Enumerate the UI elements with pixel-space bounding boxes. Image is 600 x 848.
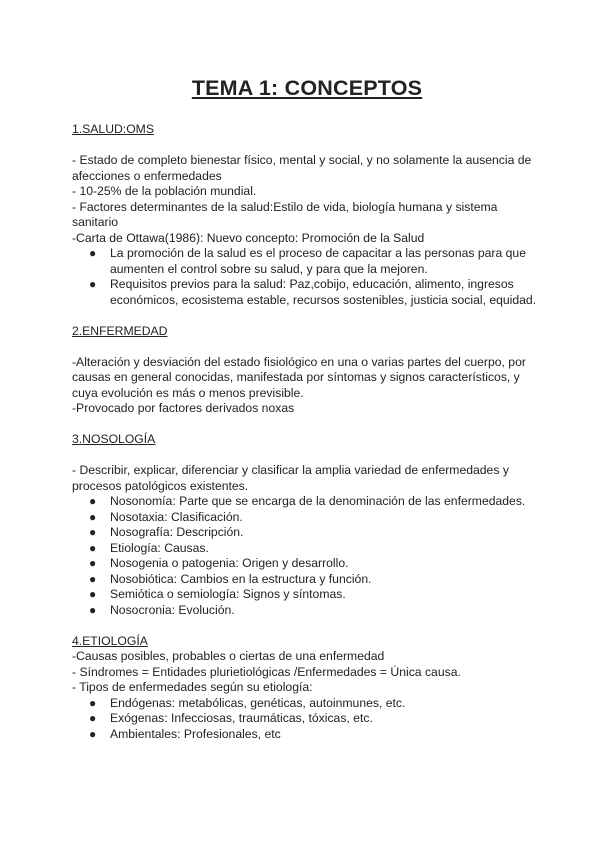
list-item	[72, 541, 542, 557]
section-heading: 3.NOSOLOGÍA	[72, 432, 156, 446]
list-item	[72, 556, 542, 572]
paragraph: -Alteración y desviación del estado fisiológico en una o varias partes del cuerpo, por causas en general conocidas, manifestada por síntomas y signos característicos, y cuya evolución es más o menos previsible.	[72, 354, 526, 400]
list-item-text: Nosografía: Descripción.	[110, 525, 244, 539]
list-item-text: Requisitos previos para la salud: Paz,cobijo, educación, alimento, ingresos económicos, ecosistema estable, recursos sostenibles, justicia social, equidad.	[110, 277, 537, 307]
bullet-icon: ●	[89, 726, 97, 741]
paragraph: - 10-25% de la población mundial.	[72, 184, 257, 198]
paragraph: - Factores determinantes de la salud:Estilo de vida, biología humana y sistema sanitario	[72, 199, 498, 229]
bullet-icon: ●	[89, 540, 97, 555]
list-item	[72, 246, 542, 277]
bullet-list	[72, 246, 542, 308]
list-item-text: Nosobiótica: Cambios en la estructura y función.	[110, 571, 372, 586]
list-item-text: Nosonomía: Parte que se encarga de la denominación de las enfermedades.	[110, 494, 526, 508]
list-item	[72, 510, 542, 526]
paragraph: -Carta de Ottawa(1986): Nuevo concepto: Promoción de la Salud	[72, 230, 425, 245]
document-title: TEMA 1: CONCEPTOS	[191, 76, 423, 100]
bullet-icon: ●	[89, 711, 97, 725]
bullet-list	[72, 494, 542, 618]
list-item	[72, 277, 542, 308]
paragraph: - Describir, explicar, diferenciar y clasificar la amplia variedad de enfermedades y procesos patológicos existentes.	[72, 463, 509, 493]
list-item	[72, 494, 542, 510]
list-item-text: Exógenas: Infecciosas, traumáticas, tóxicas, etc.	[110, 711, 373, 725]
bullet-icon: ●	[89, 246, 97, 260]
bullet-icon: ●	[89, 277, 97, 291]
list-item-text: Etiología: Causas.	[110, 540, 209, 555]
section	[72, 324, 542, 417]
bullet-icon: ●	[89, 695, 97, 710]
section	[72, 122, 542, 308]
document-page	[72, 76, 542, 742]
list-item	[72, 587, 542, 603]
paragraph: - Síndromes = Entidades plurietiológicas /Enfermedades = Única causa.	[72, 664, 461, 679]
bullet-icon: ●	[89, 587, 97, 601]
section-spacer	[72, 417, 542, 433]
bullet-icon: ●	[89, 556, 97, 570]
list-item-text: La promoción de la salud es el proceso de capacitar a las personas para que aumenten el control sobre su salud, y para que la mejoren.	[110, 246, 526, 276]
section	[72, 432, 542, 618]
list-item-text: Nosogenia o patogenia: Origen y desarrollo.	[110, 556, 349, 570]
paragraph: - Tipos de enfermedades según su etiología:	[72, 680, 313, 694]
bullet-list	[72, 696, 542, 743]
list-item	[72, 572, 542, 588]
list-item-text: Nosotaxia: Clasificación.	[110, 509, 243, 524]
list-item-text: Ambientales: Profesionales, etc	[110, 726, 281, 741]
bullet-icon: ●	[89, 525, 97, 539]
section-spacer	[72, 308, 542, 324]
section-spacer	[72, 618, 542, 634]
list-item-text: Semiótica o semiología: Signos y síntomas.	[110, 587, 346, 601]
list-item	[72, 711, 542, 727]
bullet-icon: ●	[89, 571, 97, 586]
list-item	[72, 603, 542, 619]
section	[72, 634, 542, 743]
list-item	[72, 525, 542, 541]
section-heading: 1.SALUD:OMS	[72, 122, 154, 136]
paragraph: - Estado de completo bienestar físico, mental y social, y no solamente la ausencia de afecciones o enfermedades	[72, 153, 532, 183]
document-body	[72, 122, 542, 742]
list-item	[72, 696, 542, 712]
section-heading: 4.ETIOLOGÍA	[72, 633, 148, 648]
paragraph: -Causas posibles, probables o ciertas de una enfermedad	[72, 649, 385, 663]
list-item-text: Endógenas: metabólicas, genéticas, autoinmunes, etc.	[110, 695, 406, 710]
bullet-icon: ●	[89, 602, 97, 617]
bullet-icon: ●	[89, 509, 97, 524]
list-item	[72, 727, 542, 743]
bullet-icon: ●	[89, 494, 97, 508]
paragraph: -Provocado por factores derivados noxas	[72, 401, 295, 415]
list-item-text: Nosocronia: Evolución.	[110, 602, 235, 617]
section-heading: 2.ENFERMEDAD	[72, 323, 168, 338]
